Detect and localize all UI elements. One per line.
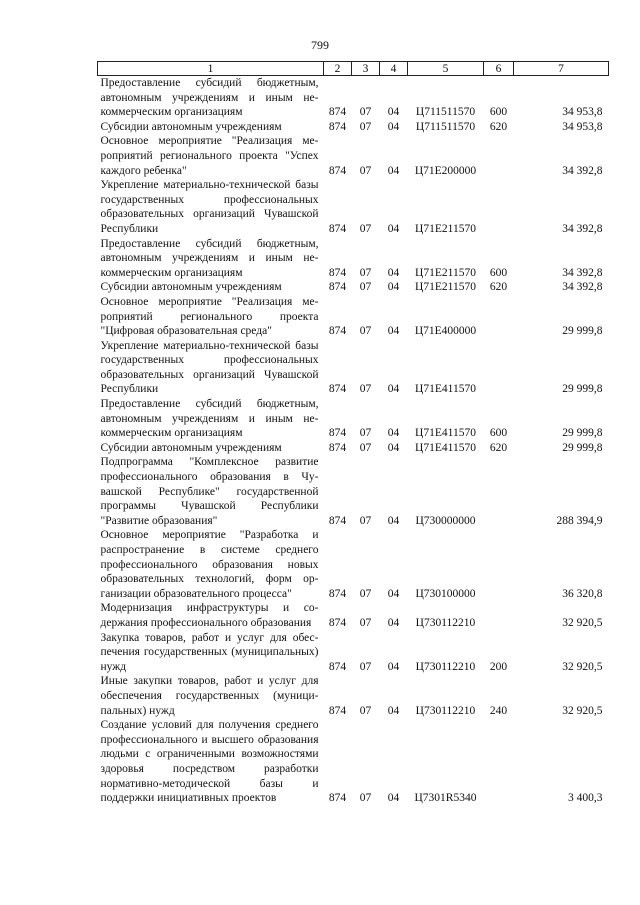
row-subsection: 04 — [387, 427, 400, 440]
row-section: 07 — [359, 427, 372, 440]
row-section: 07 — [359, 792, 372, 805]
row-expense-type — [484, 134, 514, 178]
row-section: 07 — [359, 383, 372, 396]
row-target-code: Ц730112210 — [415, 704, 476, 717]
table-row — [98, 237, 609, 281]
row-section: 07 — [359, 325, 372, 338]
row-ministry-code: 874 — [328, 325, 347, 338]
header-row — [98, 62, 609, 76]
row-name: Создание условий для получения среднего профессионального и высшего образования людьми с ограниченными возможностями здоровья посредством разработки нормативно-методической базы и поддержки инициативных проектов — [100, 719, 319, 805]
row-ministry-code: 874 — [328, 164, 347, 177]
row-target-code: Ц71E211570 — [415, 266, 476, 279]
row-amount: 34 953,8 — [562, 106, 603, 119]
table-row — [98, 674, 609, 718]
row-target-code: Ц711511570 — [415, 120, 476, 133]
row-amount: 3 400,3 — [568, 792, 603, 805]
row-name: Основное мероприятие "Разработка и распространение в системе среднего профессионального образования новых образовательных технологий, форм организации образовательного процесса" — [100, 529, 319, 600]
row-ministry-code: 874 — [328, 616, 347, 629]
row-subsection: 04 — [387, 281, 400, 294]
row-subsection: 04 — [387, 704, 400, 717]
page-number: 799 — [311, 38, 329, 52]
row-expense-type: 600 — [489, 266, 508, 279]
row-ministry-code: 874 — [328, 792, 347, 805]
row-expense-type: 240 — [489, 704, 508, 717]
row-target-code: Ц71E411570 — [415, 441, 476, 454]
row-subsection: 04 — [387, 660, 400, 673]
table-row — [98, 631, 609, 675]
row-amount: 32 920,5 — [562, 616, 603, 629]
header-col-6: 6 — [484, 62, 514, 76]
row-ministry-code: 874 — [328, 587, 347, 600]
header-col-3: 3 — [352, 62, 380, 76]
row-ministry-code: 874 — [328, 660, 347, 673]
row-subsection: 04 — [387, 106, 400, 119]
row-amount: 34 953,8 — [562, 120, 603, 133]
row-name: Закупка товаров, работ и услуг для обеспечения государственных (муниципальных) нужд — [100, 631, 319, 673]
row-expense-type: 620 — [489, 441, 508, 454]
row-expense-type — [484, 528, 514, 601]
row-expense-type: 200 — [489, 660, 508, 673]
row-target-code: Ц730112210 — [415, 616, 476, 629]
row-ministry-code: 874 — [328, 427, 347, 440]
row-subsection: 04 — [387, 383, 400, 396]
row-expense-type — [484, 339, 514, 397]
table-row — [98, 76, 609, 120]
row-amount: 34 392,8 — [562, 164, 603, 177]
row-amount: 288 394,9 — [556, 514, 603, 527]
row-section: 07 — [359, 441, 372, 454]
row-name: Предоставление субсидий бюджетным, автономным учреждениям и иным некоммерческим организациям — [100, 237, 319, 279]
row-section: 07 — [359, 514, 372, 527]
row-amount: 29 999,8 — [562, 441, 603, 454]
row-subsection: 04 — [387, 164, 400, 177]
row-ministry-code: 874 — [328, 514, 347, 527]
row-ministry-code: 874 — [328, 106, 347, 119]
row-subsection: 04 — [387, 441, 400, 454]
row-subsection: 04 — [387, 222, 400, 235]
row-amount: 32 920,5 — [562, 660, 603, 673]
row-ministry-code: 874 — [328, 281, 347, 294]
row-amount: 29 999,8 — [562, 427, 603, 440]
table-row — [98, 441, 609, 456]
table-row — [98, 601, 609, 630]
row-expense-type — [484, 455, 514, 528]
row-subsection: 04 — [387, 616, 400, 629]
row-amount: 29 999,8 — [562, 383, 603, 396]
row-subsection: 04 — [387, 120, 400, 133]
row-name: Основное мероприятие "Реализация мероприятий регионального проекта "Успех каждого ребенка" — [100, 135, 319, 177]
budget-table — [97, 61, 609, 806]
row-section: 07 — [359, 281, 372, 294]
table-row — [98, 339, 609, 397]
row-target-code: Ц730000000 — [415, 514, 476, 527]
row-section: 07 — [359, 222, 372, 235]
header-col-5: 5 — [408, 62, 484, 76]
row-subsection: 04 — [387, 266, 400, 279]
row-target-code: Ц71E400000 — [414, 325, 477, 338]
table-row — [98, 455, 609, 528]
row-expense-type: 620 — [489, 120, 508, 133]
row-target-code: Ц71E411570 — [415, 427, 476, 440]
header-col-7: 7 — [514, 62, 609, 76]
row-target-code: Ц730100000 — [415, 587, 476, 600]
row-expense-type: 620 — [489, 281, 508, 294]
row-amount: 32 920,5 — [562, 704, 603, 717]
table-row — [98, 397, 609, 441]
row-amount: 36 320,8 — [562, 587, 603, 600]
row-name: Иные закупки товаров, работ и услуг для обеспечения государственных (муниципальных) нужд — [100, 675, 319, 717]
row-expense-type: 600 — [489, 106, 508, 119]
row-name: Основное мероприятие "Реализация мероприятий регионального проекта "Цифровая образовательная среда" — [100, 295, 319, 338]
table-row — [98, 120, 609, 135]
row-target-code: Ц71E200000 — [414, 164, 477, 177]
row-target-code: Ц71E411570 — [415, 383, 476, 396]
row-ministry-code: 874 — [328, 120, 347, 133]
row-section: 07 — [359, 266, 372, 279]
row-amount: 34 392,8 — [562, 222, 603, 235]
row-expense-type — [484, 178, 514, 236]
row-section: 07 — [359, 587, 372, 600]
header-col-1: 1 — [98, 62, 324, 76]
row-name: Подпрограмма "Комплексное развитие профессионального образования в Чувашской Республике" государственной программы Чувашской Республики "Развитие образования" — [100, 456, 319, 527]
row-subsection: 04 — [387, 325, 400, 338]
row-name: Предоставление субсидий бюджетным, автономным учреждениям и иным некоммерческим организациям — [100, 77, 319, 119]
row-expense-type — [484, 295, 514, 339]
row-target-code: Ц71E211570 — [415, 281, 476, 294]
row-target-code: Ц730112210 — [415, 660, 476, 673]
row-ministry-code: 874 — [328, 266, 347, 279]
row-amount: 29 999,8 — [562, 325, 603, 338]
row-target-code: Ц711511570 — [415, 106, 476, 119]
row-target-code: Ц71E211570 — [415, 222, 476, 235]
row-name: Субсидии автономным учреждениям — [100, 281, 282, 294]
table-row — [98, 280, 609, 295]
row-subsection: 04 — [387, 587, 400, 600]
row-name: Модернизация инфраструктуры и содержания профессионального образования — [100, 602, 319, 629]
table-row — [98, 528, 609, 601]
row-ministry-code: 874 — [328, 441, 347, 454]
table-row — [98, 295, 609, 339]
row-subsection: 04 — [387, 792, 400, 805]
row-section: 07 — [359, 164, 372, 177]
row-name: Укрепление материально-технической базы государственных профессиональных образовательных организаций Чувашской Республики — [100, 339, 319, 396]
row-target-code: Ц7301R5340 — [414, 792, 477, 805]
row-name: Субсидии автономным учреждениям — [100, 441, 282, 454]
row-section: 07 — [359, 704, 372, 717]
row-name: Субсидии автономным учреждениям — [100, 120, 282, 133]
row-ministry-code: 874 — [328, 704, 347, 717]
row-expense-type: 600 — [489, 427, 508, 440]
row-amount: 34 392,8 — [562, 266, 603, 279]
row-expense-type — [484, 601, 514, 630]
row-section: 07 — [359, 660, 372, 673]
row-section: 07 — [359, 106, 372, 119]
header-col-4: 4 — [380, 62, 408, 76]
row-ministry-code: 874 — [328, 222, 347, 235]
table-row — [98, 178, 609, 236]
row-section: 07 — [359, 616, 372, 629]
row-subsection: 04 — [387, 514, 400, 527]
row-name: Предоставление субсидий бюджетным, автономным учреждениям и иным некоммерческим организациям — [100, 398, 319, 440]
table-row — [98, 718, 609, 806]
row-expense-type — [484, 718, 514, 806]
header-col-2: 2 — [324, 62, 352, 76]
row-section: 07 — [359, 120, 372, 133]
row-name: Укрепление материально-технической базы государственных профессиональных образовательных организаций Чувашской Республики — [100, 179, 319, 235]
row-ministry-code: 874 — [328, 383, 347, 396]
row-amount: 34 392,8 — [562, 281, 603, 294]
table-row — [98, 134, 609, 178]
